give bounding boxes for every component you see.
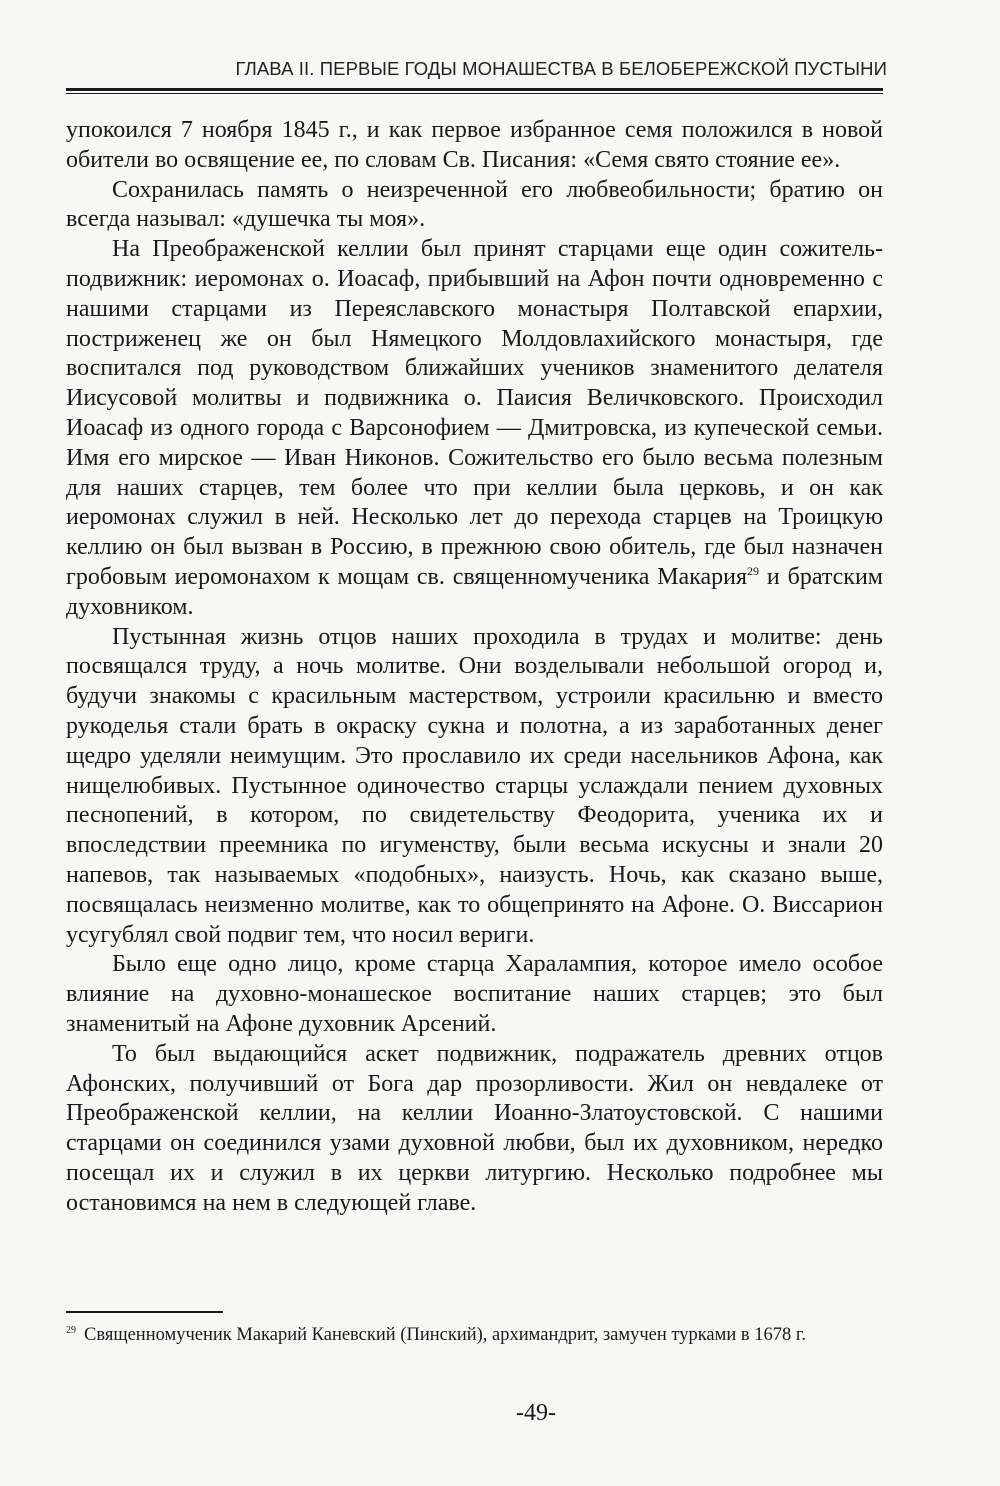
footnote <box>66 1322 883 1348</box>
header-rule-thin <box>66 93 883 94</box>
header-rule-thick <box>66 88 883 91</box>
paragraph-1: упокоился 7 ноября 1845 г., и как первое избранное семя положился в новой обители во освящение ее, по словам Св. Писания: «Семя свято стояние ее». <box>66 117 883 173</box>
footnote-rule <box>66 1311 223 1313</box>
page-number: -49- <box>516 1400 556 1426</box>
footnote-number: 29 <box>66 1325 76 1336</box>
paragraph-2: Сохранилась память о неизреченной его любвеобильности; братию он всегда называл: «душечка ты моя». <box>66 176 883 233</box>
paragraph-3-tail: и братским духовником. <box>66 563 883 620</box>
running-header: ГЛАВА II. ПЕРВЫЕ ГОДЫ МОНАШЕСТВА В БЕЛОБЕРЕЖСКОЙ ПУСТЫНИ <box>235 58 887 79</box>
paragraph-3-text: На Преображенской келлии был принят старцами еще один сожитель-подвижник: иеромонах о. Иоасаф, прибывший на Афон почти одновременно с нашими старцами из Переяславского монастыря Полтавской епархии, постриженец же он был Нямецкого Молдовлахийского монастыря, где воспитался под руководством ближайших учеников знаменитого делателя Иисусовой молитвы и подвижника о. Паисия Величковского. Происходил Иоасаф из одного города с Варсонофием — Дмитровска, из купеческой семьи. Имя его мирское — Иван Никонов. Сожительство его было весьма полезным для наших старцев, тем более что при келлии была церковь, и он как иеромонах служил в ней. Несколько лет до перехода старцев на Троицкую келлию он был вызван в Россию, в прежнюю свою обитель, где был назначен гробовым иеромонахом к мощам св. священномученика Макария <box>66 236 883 590</box>
paragraph-3 <box>66 235 883 622</box>
paragraph-5: Было еще одно лицо, кроме старца Харалампия, которое имело особое влияние на духовно-монашеское воспитание наших старцев; это был знаменитый на Афоне духовник Арсений. <box>66 951 883 1037</box>
paragraph-6: То был выдающийся аскет подвижник, подражатель древних отцов Афонских, получивший от Бога дар прозорливости. Жил он невдалеке от Преображенской келлии, на келлии Иоанно-Златоустовской. С нашими старцами он соединился узами духовной любви, был их духовником, нередко посещал их и служил в их церкви литургию. Несколько подробнее мы остановимся на нем в следующей главе. <box>66 1040 883 1216</box>
body-text <box>66 116 883 1218</box>
footnote-reference[interactable]: 29 <box>747 563 760 578</box>
paragraph-4: Пустынная жизнь отцов наших проходила в трудах и молитве: день посвящался труду, а ночь молитве. Они возделывали небольшой огород и, будучи знакомы с красильным мастерством, устроили красильню и вместо рукоделья стали брать в окраску сукна и полотна, а из заработанных денег щедро уделяли неимущим. Это прославило их среди насельников Афона, как нищелюбивых. Пустынное одиночество старцы услаждали пением духовных песнопений, в котором, по свидетельству Феодорита, ученика их и впоследствии преемника по игуменству, были весьма искусны и знали 20 напевов, так называемых «подобных», наизусть. Ночь, как сказано выше, посвящалась неизменно молитве, как то общепринято на Афоне. О. Виссарион усугублял свой подвиг тем, что носил вериги. <box>66 623 883 948</box>
footnote-text: Священномученик Макарий Каневский (Пинский), архимандрит, замучен турками в 1678 г. <box>84 1325 806 1345</box>
